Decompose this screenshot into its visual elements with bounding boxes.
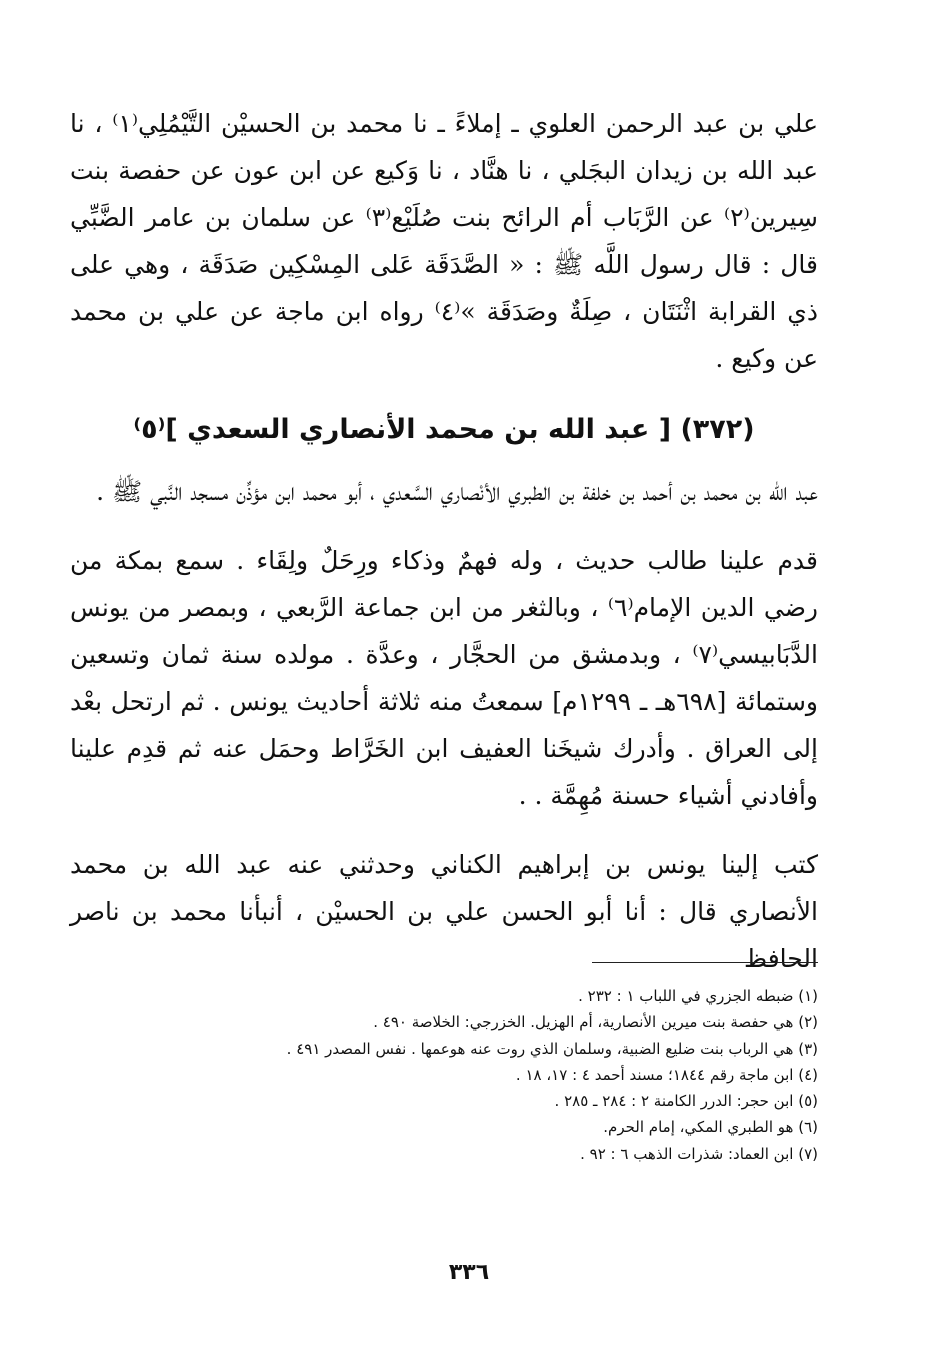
footnote-5: (٥) ابن حجر: الدرر الكامنة ٢ : ٢٨٤ ـ ٢٨٥ . [554,1092,818,1111]
footnote-4: (٤) ابن ماجة رقم ١٨٤٤؛ مسند أحمد ٤ : ١٧، ١٨ . [515,1065,818,1084]
paragraph-hadith: علي بن عبد الرحمن العلوي ـ إملاءً ـ نا محمد بن الحسيْن التَّيْمُلِي⁽١⁾ ، نا عبد الله بن زيدان البجَلي ، نا هنَّاد ، نا وَكيع عن ابن عون عن حفصة بنت سِيرين⁽٢⁾ عن الرَّبَاب أم الرائح بنت صُلَيْع⁽٣⁾ عن سلمان بن عامر الضَّبِّي قال : قال رسول اللَّه ﷺ : « الصَّدَقَة عَلى المِسْكِين صَدَقَة ، وهي على ذي القرابة اثْنَتَان ، صِلَةٌ وصَدَقَة »⁽٤⁾ رواه ابن ماجة عن علي بن محمد عن وكيع . [70,109,819,373]
paragraph-biography-name: عبد الله بن محمد بن أحمد بن خلفة بن الطبري الأنْصاري السَّعدي ، أبو محمد ابن مؤذِّن مسجد النَّبي ﷺ . [96,477,818,506]
footnote-divider [592,962,818,963]
footnote-1: (١) ضبطه الجزري في اللباب ١ : ٢٣٢ . [578,987,818,1005]
footnote-7: (٧) ابن العماد: شذرات الذهب ٦ : ٩٢ . [580,1144,818,1163]
footnotes-list [118,983,818,1167]
entry-heading: (٣٧٢) [ عبد الله بن محمد الأنصاري السعدي ]⁽٥⁾ [133,414,755,445]
page-body [70,100,818,982]
footnote-6: (٦) هو الطبري المكي، إمام الحرم. [603,1118,818,1137]
footnote-2: (٢) هي حفصة بنت ميرين الأنصارية، أم الهزيل. الخزرجي: الخلاصة ٤٩٠ . [373,1013,818,1032]
page-number: ٣٣٦ [448,1260,490,1285]
paragraph-biography-details: قدم علينا طالب حديث ، وله فهمٌ وذكاء ورِحَلٌ ولِقَاء . سمع بمكة من رضي الدين الإمام⁽٦⁾ ، وبالثغر من ابن جماعة الرَّبعي ، وبمصر من يونس الدَّبَابيسي⁽٧⁾ ، وبدمشق من الحجَّار ، وعدَّة . مولده سنة ثمان وتسعين وستمائة [٦٩٨هـ ـ ١٢٩٩م] سمعتُ منه ثلاثة أحاديث يونس . ثم ارتحل بعْد إلى العراق . وأدرك شيخَنا العفيف ابن الخَرَّاط وحمَل عنه ثم قدِم علينا وأفادني أشياء حسنة مُهِمَّة . . [70,546,818,810]
footnote-3: (٣) هي الرباب بنت ضليع الضبية، وسلمان الذي روت عنه هوعمها . نفس المصدر ٤٩١ . [286,1039,818,1058]
paragraph-chain: كتب إلينا يونس بن إبراهيم الكناني وحدثني عنه عبد الله بن محمد الأنصاري قال : أنا أبو الحسن علي بن الحسيْن ، أنبأنا محمد بن ناصر الحافظ [70,850,818,973]
